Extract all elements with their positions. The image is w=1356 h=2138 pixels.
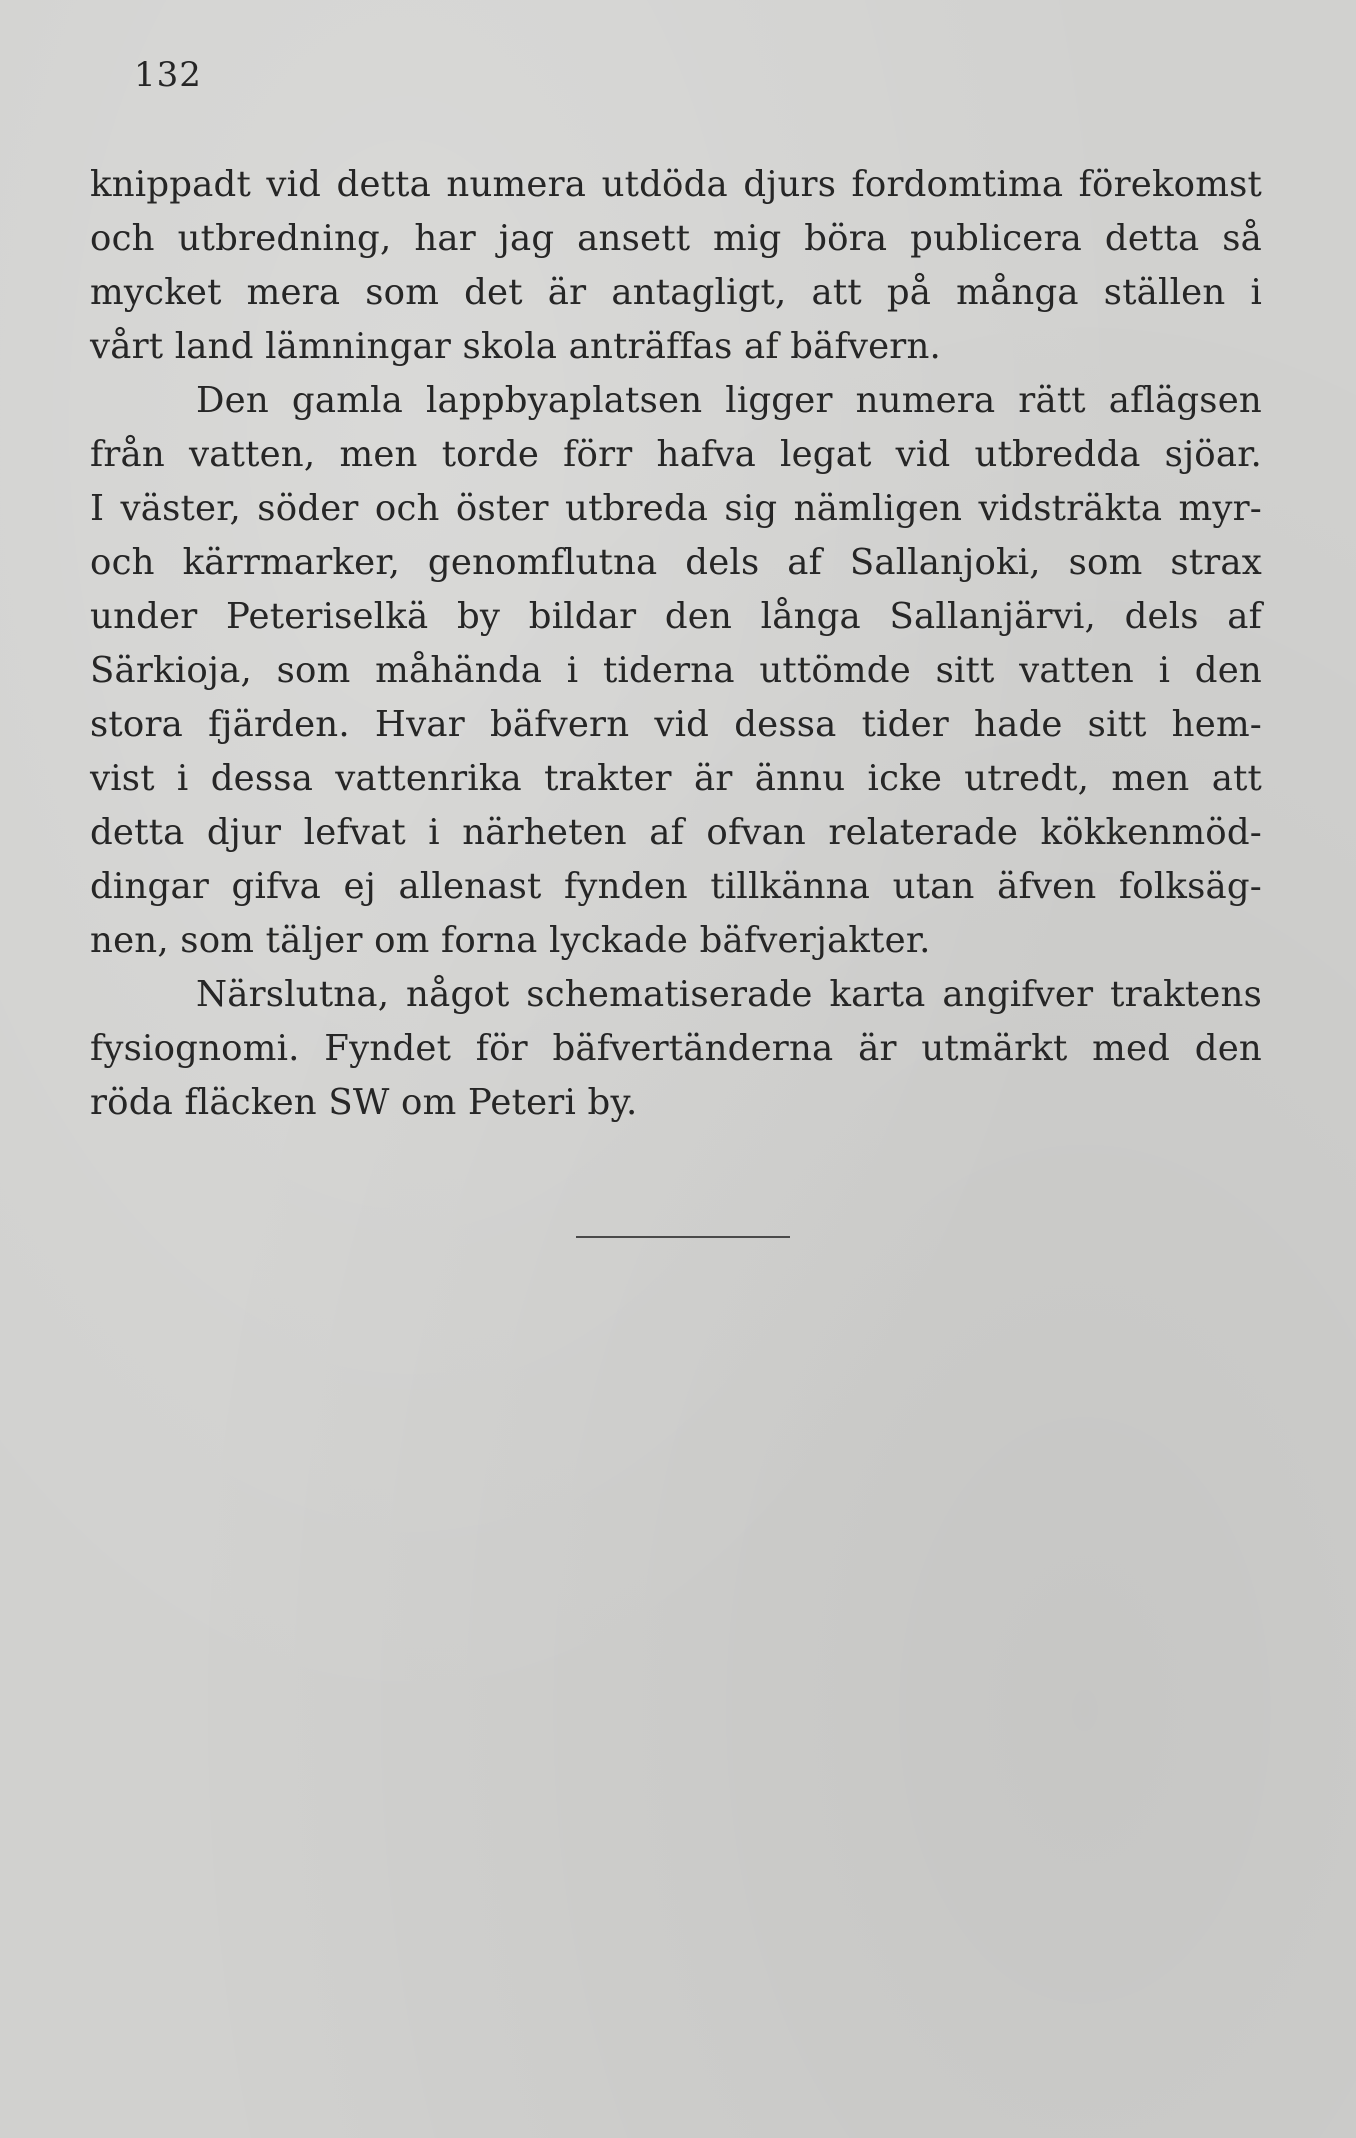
text-line: I väster, söder och öster utbreda sig nämligen vidsträkta myr-	[90, 488, 1262, 529]
text-line: Särkioja, som måhända i tiderna uttömde sitt vatten i den	[90, 650, 1262, 691]
page-number: 132	[134, 55, 202, 95]
text-line: och kärrmarker, genomflutna dels af Sallanjoki, som strax	[90, 542, 1262, 583]
text-line: röda fläcken SW om Peteri by.	[90, 1082, 638, 1123]
text-line: Närslutna, något schematiserade karta angifver traktens	[196, 974, 1262, 1015]
text-line: Den gamla lappbyaplatsen ligger numera rätt aflägsen	[196, 380, 1262, 421]
body-text	[90, 158, 1262, 1130]
section-divider	[576, 1236, 790, 1238]
text-line: vårt land lämningar skola anträffas af bäfvern.	[90, 326, 942, 367]
text-line: och utbredning, har jag ansett mig böra publicera detta så	[90, 218, 1262, 259]
text-line: detta djur lefvat i närheten af ofvan relaterade kökkenmöd-	[90, 812, 1262, 853]
text-line: från vatten, men torde förr hafva legat vid utbredda sjöar.	[90, 434, 1262, 475]
text-line: fysiognomi. Fyndet för bäfvertänderna är utmärkt med den	[90, 1028, 1262, 1069]
text-line: mycket mera som det är antagligt, att på många ställen i	[90, 272, 1262, 313]
text-line: nen, som täljer om forna lyckade bäfverjakter.	[90, 920, 931, 961]
text-line: under Peteriselkä by bildar den långa Sallanjärvi, dels af	[90, 596, 1262, 637]
text-line: knippadt vid detta numera utdöda djurs fordomtima förekomst	[90, 164, 1262, 205]
text-line: vist i dessa vattenrika trakter är ännu icke utredt, men att	[90, 758, 1262, 799]
text-line: dingar gifva ej allenast fynden tillkänna utan äfven folksäg-	[90, 866, 1262, 907]
text-line: stora fjärden. Hvar bäfvern vid dessa tider hade sitt hem-	[90, 704, 1262, 745]
